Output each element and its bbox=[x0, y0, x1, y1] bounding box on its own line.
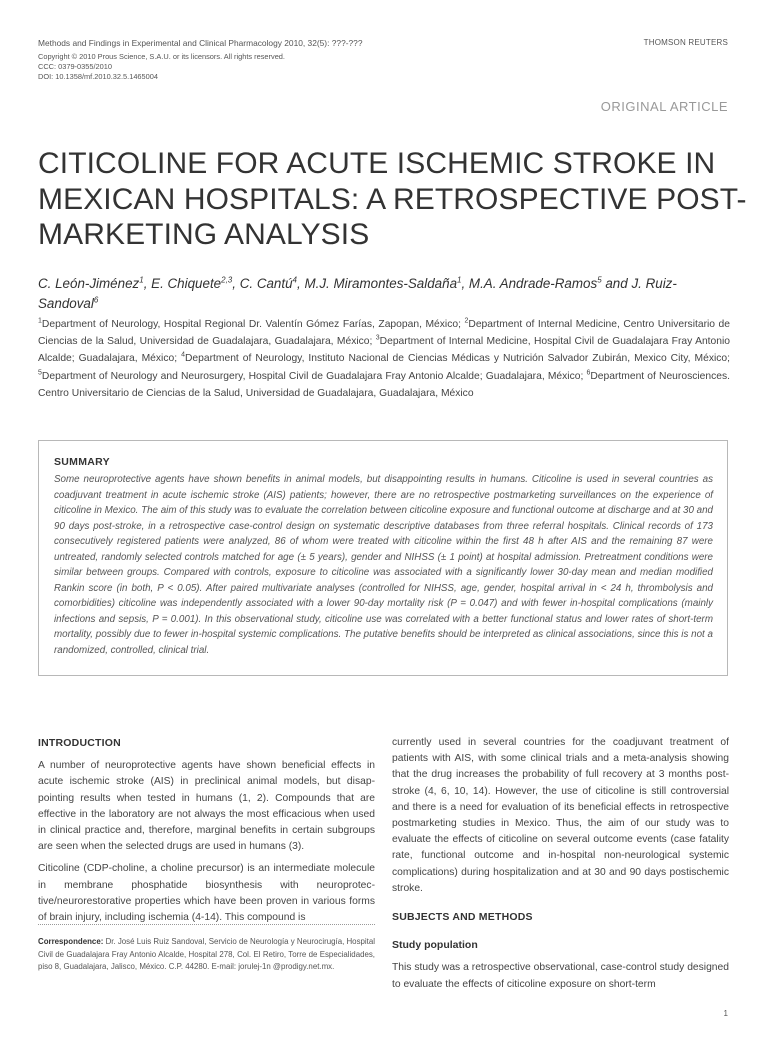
correspondence-divider bbox=[38, 924, 375, 925]
author-name: C. León-Jiménez bbox=[38, 276, 140, 291]
author-name: E. Chiquete bbox=[151, 276, 222, 291]
author-affiliation-ref: 1 bbox=[139, 275, 144, 285]
author-name: M.J. Miramontes-Saldaña bbox=[304, 276, 458, 291]
publisher-name: THOMSON REUTERS bbox=[643, 38, 728, 47]
summary-text: Some neuroprotective agents have shown benefits in animal models, but disappointing results in humans. Citicoline is used in several countries as coadjuvant treatment in acute ischemic stroke (AIS) patients; however, there are no retrospective postmarketing surveillances on the experience of citicoline in Mexico. The aim of this study was to evaluate the correlation between citicoline exposure and functional outcome at discharge and at 30 and 90 days post-stroke, in a retrospective case-control design on systematic descriptive databases from three referral hospitals. Clinical records of 173 consecutively registered patients were analyzed, 86 of whom were treated with citicoline within the first 48 h after AIS and the remaining 87 were untreated, randomly selected controls matched for age (± 5 years), gender and NIHSS (± 1 point) at hospital admission. Pretreatment conditions were similar between groups. Compared with controls, exposure to citicoline was associated with a significantly lower 30-day mean and median modified Rankin score (in both, P < 0.05). After paired multivariate analyses (controlled for NIHSS, age, gender, hospital arrival in < 24 h, thrombolysis and comorbidities) citicoline was independently associated with a lower 90-day mortality risk (P = 0.047) and with fewer in-hospital complications (mainly infections and sepsis, P = 0.001). In this observational study, citicoline use was correlated with a better functional status and lower rates of short-term mortality, possibly due to fewer in-hospital systemic complications. The putative benefits should be interpreted as clinical associations, since this is not a randomized, controlled, clinical trial. bbox=[54, 474, 713, 656]
affiliation-text: Department of Neurology and Neurosurgery, Hospital Civil de Guadalajara Fray Antonio Alcalde; Guadalajara, México; bbox=[41, 370, 587, 382]
doi-line: DOI: 10.1358/mf.2010.32.5.1465004 bbox=[38, 72, 158, 82]
author-affiliation-ref: 4 bbox=[292, 275, 297, 285]
affiliation-text: Department of Neurology, Hospital Regional Dr. Valentín Gómez Farías, Zapopan, México; bbox=[41, 319, 465, 330]
affiliation-number: 1 bbox=[38, 317, 42, 325]
author-separator: and bbox=[601, 276, 632, 291]
affiliation-number: 2 bbox=[464, 317, 469, 325]
author-affiliation-ref: 1 bbox=[457, 275, 462, 285]
ccc-line: CCC: 0379-0355/2010 bbox=[38, 62, 112, 72]
methods-heading: SUBJECTS AND METHODS bbox=[392, 911, 533, 924]
page-number: 1 bbox=[723, 1009, 728, 1018]
author-separator: , bbox=[297, 276, 305, 291]
author-name: J. Ruiz-Sandoval bbox=[38, 276, 677, 311]
author-separator: , bbox=[232, 276, 240, 291]
introduction-heading: INTRODUCTION bbox=[38, 737, 121, 749]
author-list bbox=[38, 274, 730, 314]
section-label: ORIGINAL ARTICLE bbox=[600, 99, 728, 114]
affiliations bbox=[38, 316, 730, 402]
copyright-line: Copyright © 2010 Prous Science, S.A.U. or its licensors. All rights reserved. bbox=[38, 52, 285, 61]
body-column-right bbox=[392, 735, 729, 999]
affiliation-number: 5 bbox=[38, 369, 42, 377]
population-subheading: Study population bbox=[392, 939, 478, 952]
affiliation-text: Department of Neurology, Instituto Nacional de Ciencias Médicas y Nutrición Salvador Zubirán, Mexico City, México; bbox=[185, 353, 730, 365]
title-line: CITICOLINE FOR ACUTE ISCHEMIC STROKE IN bbox=[38, 147, 716, 180]
title-line: MARKETING ANALYSIS bbox=[38, 218, 370, 251]
body-paragraph: This study was a retrospective observational, case-control study designed to evaluate the effects of citicoline exposure on short-term bbox=[392, 962, 729, 990]
correspondence-label: Correspondence: bbox=[38, 937, 104, 946]
author-name: C. Cantú bbox=[239, 276, 293, 291]
affiliation-number: 3 bbox=[375, 334, 380, 342]
affiliation-number: 6 bbox=[586, 369, 591, 377]
affiliation-number: 4 bbox=[181, 351, 185, 359]
affiliation-text: Department of Neurosciences. Centro Universitario de Ciencias de la Salud, Universidad de Guadalajara, Guadalajara, México bbox=[38, 370, 730, 399]
correspondence-text: Dr. José Luis Ruiz Sandoval, Servicio de Neurología y Neurocirugía, Hospital Civil de Guadalajara Fray Antonio Alcalde, Hospital 278, Col. El Retiro, Torre de Especialidades, piso 8, Guadalajara, Jalisco, México. C.P. 44280. E-mail: jorulej-1n @prodigy.net.mx. bbox=[38, 937, 375, 971]
summary-heading: SUMMARY bbox=[54, 456, 110, 468]
author-name: M.A. Andrade-Ramos bbox=[468, 276, 598, 291]
author-separator: , bbox=[461, 276, 469, 291]
correspondence-note bbox=[38, 936, 375, 974]
affiliation-text: Department of Internal Medicine, Hospital Civil de Guadalajara Fray Antonio Alcalde; Guadalajara, México; bbox=[38, 336, 730, 365]
author-affiliation-ref: 5 bbox=[597, 275, 602, 285]
affiliation-text: Department of Internal Medicine, Centro Universitario de Ciencias de la Salud, Universidad de Guadalajara, Guadalajara, México; bbox=[38, 319, 730, 348]
author-separator: , bbox=[143, 276, 152, 291]
author-affiliation-ref: 2,3 bbox=[221, 275, 233, 285]
body-column-left bbox=[38, 735, 375, 932]
article-title bbox=[38, 146, 747, 253]
body-paragraph: A number of neuroprotective agents have shown beneficial effects in acute ischemic stroke (AIS) in preclinical animal models, but disappointing results when tested in humans (1, 2). Compounds that are effective in the laboratory are not always the most efficacious when used in clinical practice and, therefore, marginal benefits in certain subgroups are seen when the selected drugs are used in humans (3). bbox=[38, 760, 375, 853]
author-affiliation-ref: 6 bbox=[93, 295, 99, 305]
body-paragraph: Citicoline (CDP-choline, a choline precursor) is an intermediate molecule in membrane phosphatide biosynthesis with neuroprotective/neurorestorative properties which have been proven in various forms of brain injury, including ischemia (4-14). This compound is bbox=[38, 863, 375, 924]
article-metadata bbox=[38, 52, 285, 83]
journal-citation: Methods and Findings in Experimental and Clinical Pharmacology 2010, 32(5): ???-??? bbox=[38, 38, 363, 48]
title-line: MEXICAN HOSPITALS: A RETROSPECTIVE POST- bbox=[38, 182, 747, 216]
body-paragraph: currently used in several countries for the coadjuvant treatment of patients with AIS, with some clinical trials and a meta-analysis showing that the drug increases the probability of full recovery at 3 months post-stroke (4, 6, 10, 14). However, the use of citicoline is still controversial and there is a need for evaluation of its beneficial effects in retrospective postmarketing studies in Mexico. Thus, the aim of our study was to evaluate the effects of citicoline on several outcome events (case fatality rate, functional outcome and in-hospital non-neurological systemic complications) during hospitalization and at 30 and 90 days postischemic stroke. bbox=[392, 737, 729, 894]
